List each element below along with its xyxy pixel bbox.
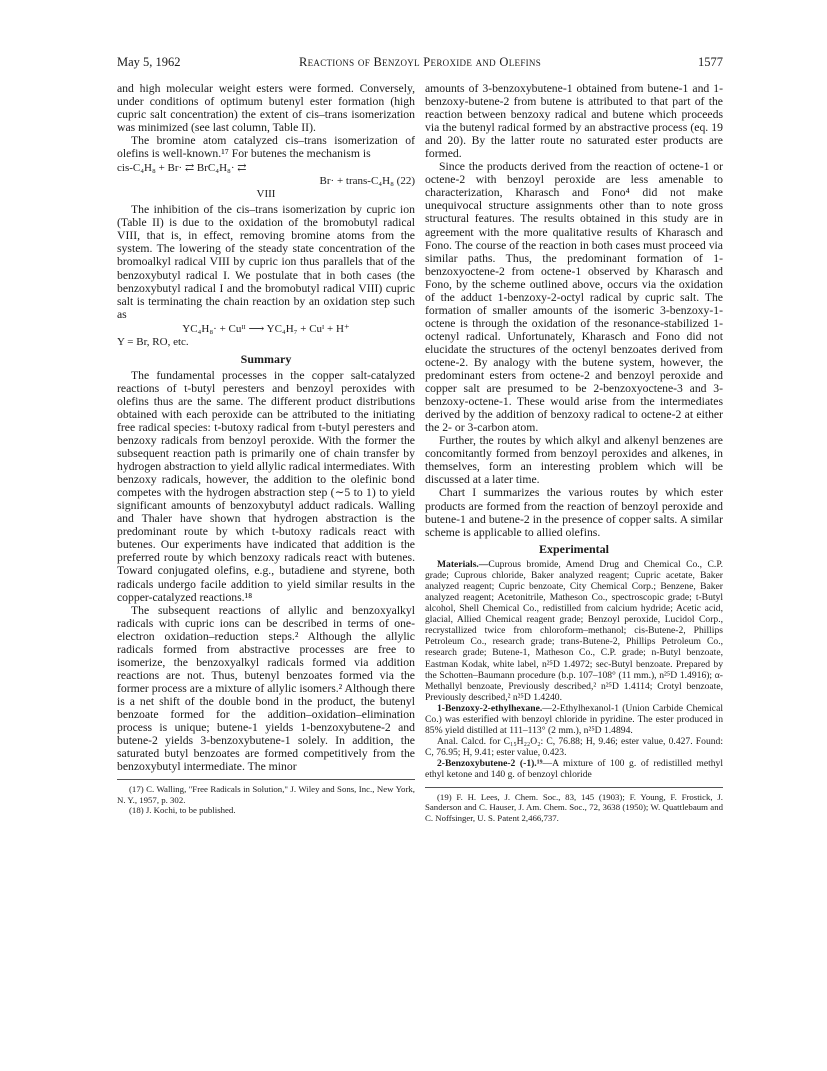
ethylhexane-paragraph <box>425 703 723 736</box>
left-paragraph: and high molecular weight esters were formed. Conversely, under conditions of optimum butenyl ester formation (high cupric salt concentration) the extent of cis–trans isomerization was minimized (see last column, Table II). <box>117 82 415 135</box>
footnote-19: (19) F. H. Lees, J. Chem. Soc., 83, 145 (1903); F. Young, F. Frostick, J. Sanderson and C. Hauser, J. Am. Chem. Soc., 72, 3638 (1950); W. Quattlebaum and C. Noffsinger, U. S. Patent 2,466,737. <box>425 791 723 823</box>
footnote-rule <box>117 779 415 780</box>
equation-definition: Y = Br, RO, etc. <box>117 335 189 348</box>
ethylhexane-text: —2-Ethylhexanol-1 (Union Carbide Chemical Co.) was esterified with benzoyl chloride in pyridine. The ester produced in 85% yield distilled at 111–113° (2 mm.), n²⁵D 1.4894. <box>425 702 723 737</box>
materials-label: Materials.— <box>437 558 489 570</box>
experimental-section <box>425 559 723 781</box>
summary-paragraph: The subsequent reactions of allylic and benzoxyalkyl radicals with cupric ions can be described in terms of one-electron oxidation–reduction steps.² Although the allylic radicals formed from abstractive processes are free to isomerize, the benzoxyalkyl radicals formed via addition reactions are not. Thus, butenyl benzoates formed via the former process are a mixture of allylic isomers.² Although there is a net shift of the double bond in the product, the butenyl benzoate formed for the addition–oxidation–elimination process is unique; butene-1 yields 1-benzoxybutene-2 and butene-2 yields 3-benzoxybutene-1 solely. In addition, the saturated butyl benzoates are formed competitively from the benzoxybutyl intermediate. The minor <box>117 603 415 774</box>
right-paragraph: Chart I summarizes the various routes by which ester products are formed from the reaction of benzoyl peroxide and butene-1 and butene-2 in the presence of copper salts. A similar scheme is applicable to allied olefins. <box>425 486 723 539</box>
benzoxybutene-text: —A mixture of 100 g. of redistilled methyl ethyl ketone and 140 g. of benzoyl chloride <box>425 758 723 781</box>
benzoxybutene-label: 2-Benzoxybutene-2 (-1).¹⁹ <box>437 758 543 770</box>
equation-line: cis-C₄H₈ + Br· ⇄ BrC₄H₈· ⇄ <box>117 162 247 175</box>
footnote-17: (17) C. Walling, "Free Radicals in Solution," J. Wiley and Sons, Inc., New York, N. Y., 1957, p. 302. <box>117 784 415 805</box>
ethylhexane-label: 1-Benzoxy-2-ethylhexane. <box>437 702 543 714</box>
left-paragraph: The bromine atom catalyzed cis–trans isomerization of olefins is well-known.¹⁷ For butenes the mechanism is <box>117 134 415 161</box>
right-column <box>425 82 723 823</box>
left-paragraph: The inhibition of the cis–trans isomerization by cupric ion (Table II) is due to the oxidation of the bromobutyl radical VIII, that is, in effect, removing bromine atoms from the system. The lowering of the steady state concentration of the bromoalkyl radical VIII by cupric ion thus parallels that of the benzoxybutyl radical I. We postulate that in both cases (the benzoxybutyl radical I and the bromobutyl radical VIII) cupric salt is terminating the chain reaction by an oxidation step such as <box>117 203 415 321</box>
materials-paragraph <box>425 559 723 703</box>
footnote-rule <box>425 787 723 788</box>
oxidation-equation <box>117 323 415 349</box>
right-paragraph: Further, the routes by which alkyl and alkenyl benzenes are concomitantly formed from benzoyl peroxides and alkenes, in themselves, form an interesting problem which will be discussed at a later time. <box>425 434 723 487</box>
equation-label: VIII <box>256 188 276 201</box>
left-column <box>117 82 415 816</box>
footnotes <box>117 784 415 816</box>
equation-22 <box>117 162 415 201</box>
footnote-18: (18) J. Kochi, to be published. <box>129 805 236 816</box>
right-paragraph: Since the products derived from the reaction of octene-1 or octene-2 with benzoyl peroxide are less amenable to characterization, Kharasch and Fono⁴ did not make unequivocal structure assignments other than to note gross structural features. The results obtained in this study are in agreement with the more qualitative results of Kharasch and Fono. The course of the reaction in both cases must proceed via similar paths. Thus, the predominant formation of 1-benzoxyoctene-2 from octene-1 observed by Kharasch and Fono, by the scheme outlined above, occurs via the oxidation of the adduct 1-benzoxy-2-octyl radical by cupric salt. The formation of smaller amounts of the isomeric 3-benzoxy-1-octene is through the oxidation of the resonance-stabilized 1-octenyl radical. Unfortunately, Kharasch and Fono did not elucidate the structures of the octenyl benzoates derived from octene-2. By analogy with the butene system, however, the predominant esters from octene-2 and benzoyl peroxide and copper salt are presumed to be 2-benzoxyoctene-3 and 3-benzoxy-octene-1. These would arise from the intermediates derived by the addition of benzoxy radical to octene-2 at either the 2- or 3-carbon atom. <box>425 160 723 435</box>
page-header <box>117 55 723 71</box>
benzoxybutene-paragraph <box>425 758 723 780</box>
footnotes <box>425 792 723 824</box>
equation-line: Br· + trans-C₄H₈ (22) <box>319 175 415 188</box>
page-date: May 5, 1962 <box>117 55 181 69</box>
right-paragraph: amounts of 3-benzoxybutene-1 obtained from butene-1 and 1-benzoxy-butene-2 from butene is attributed to that part of the reaction between benzoxy radical and butene which proceeds via the butenyl radical formed by an abstractive process (eq. 19 and 20). By the latter route no saturated ester products are formed. <box>425 82 723 161</box>
equation-line: YC₄H₈· + Cuᴵᴵ ⟶ YC₄H₇ + Cuᴵ + H⁺ <box>182 322 350 335</box>
experimental-heading: Experimental <box>539 541 609 556</box>
page-number: 1577 <box>698 55 723 69</box>
summary-heading: Summary <box>240 351 292 366</box>
materials-text: Cuprous bromide, Amend Drug and Chemical Co., C.P. grade; Cuprous chloride, Baker analyzed reagent; Cupric acetate, Baker analyzed reagent; Cupric benzoate, City Chemical Corp.; Benzene, Baker analyzed reagent; Acetonitrile, Matheson Co., spectroscopic grade; t-Butyl alcohol, Shell Chemical Co., redistilled from calcium hydride; Acetic acid, glacial, Allied Chemical reagent grade; Benzoyl peroxide, Lucidol Corp., recrystallized twice from chloroform–methanol; cis-Butene-2, Phillips Petroleum Co., research grade; trans-Butene-2, Phillips Petroleum Co., research grade; Butene-1, Matheson Co., C.P. grade; n-Butyl benzoate, Eastman Kodak, white label, n²⁵D 1.4972; sec-Butyl benzoate. Prepared by the Schotten–Baumann procedure (b.p. 107–108° (11 mm.), n²⁵D 1.4916); α-Methallyl benzoate, Previously described,² n²⁵D 1.4114; Crotyl benzoate, Previously described,² n²⁵D 1.4240. <box>425 558 723 703</box>
running-title: Reactions of Benzoyl Peroxide and Olefins <box>298 55 542 69</box>
analysis-paragraph: Anal. Calcd. for C₁₅H₂₂O₂: C, 76.88; H, 9.46; ester value, 0.427. Found: C, 76.95; H, 9.41; ester value, 0.423. <box>425 736 723 759</box>
summary-paragraph: The fundamental processes in the copper salt-catalyzed reactions of t-butyl peresters and benzoyl peroxides with olefins thus are the same. The different product distributions obtained with each peroxide can be attributed to the initiating free radical species: t-butoxy radical from t-butyl peresters and benzoxy radicals from benzoyl peroxide. With the former the subsequent reaction path is primarily one of chain transfer by hydrogen abstraction to yield allylic radical intermediates. With benzoxy radicals, however, the addition to the olefinic bond competes with the hydrogen abstraction step (∼5 to 1) to yield significant amounts of benzoxybutyl adduct radicals. Walling and Thaler have shown that hydrogen abstraction is the predominant route by which t-butoxy radicals react with butenes. Our experiments have indicated that addition is the preferred route by which benzoxy radicals react with butenes. Toward conjugated olefins, e.g., butadiene and styrene, both radicals undergo facile addition to yield similar results in the copper-catalyzed reactions.¹⁸ <box>117 368 415 604</box>
